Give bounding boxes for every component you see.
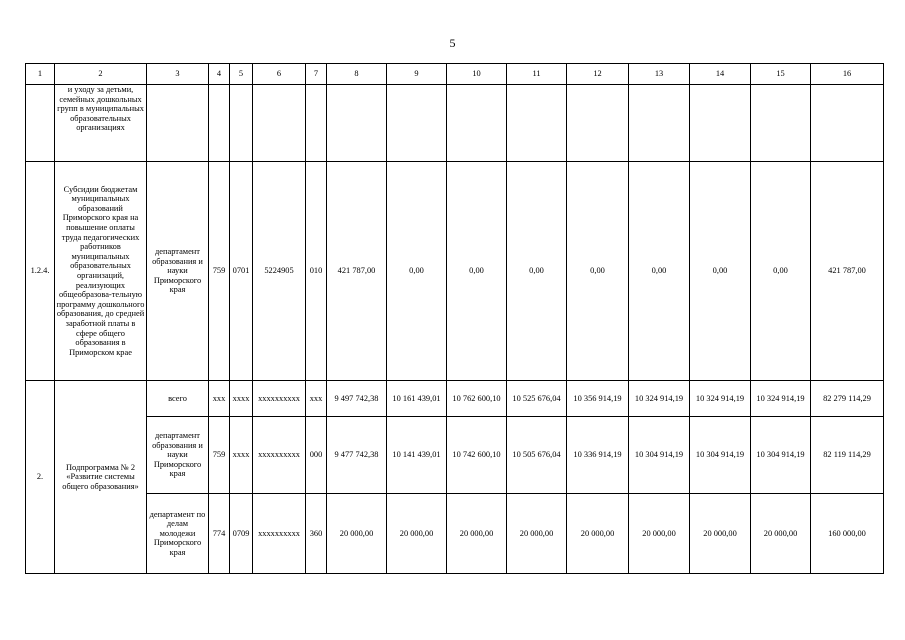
value-cell	[507, 85, 567, 162]
cell-grbs: 759	[209, 162, 230, 381]
cell-grbs: 759	[209, 417, 230, 494]
value-cell: 82 279 114,29	[811, 381, 884, 417]
value-cell: 20 000,00	[507, 494, 567, 574]
value-cell: 20 000,00	[447, 494, 507, 574]
row-agency: департамент образования и науки Приморского края	[147, 162, 209, 381]
row-agency: департамент по делам молодежи Приморского края	[147, 494, 209, 574]
value-cell: 10 304 914,19	[690, 417, 751, 494]
row-name: и уходу за детьми, семейных дошкольных групп в муниципальных образовательных организациях	[55, 85, 147, 162]
row-number: 2.	[26, 381, 55, 574]
header-row	[26, 64, 884, 85]
table-row	[26, 162, 884, 381]
value-cell	[447, 85, 507, 162]
table-row	[26, 85, 884, 162]
value-cell: 10 304 914,19	[751, 417, 811, 494]
value-cell	[690, 85, 751, 162]
cell-article: xxxxxxxxxx	[253, 494, 306, 574]
column-header: 9	[387, 64, 447, 85]
value-cell: 10 161 439,01	[387, 381, 447, 417]
column-header: 3	[147, 64, 209, 85]
value-cell: 0,00	[447, 162, 507, 381]
value-cell	[751, 85, 811, 162]
row-agency: департамент образования и науки Приморского края	[147, 417, 209, 494]
cell-type	[306, 85, 327, 162]
row-agency: всего	[147, 381, 209, 417]
value-cell: 10 324 914,19	[629, 381, 690, 417]
cell-section	[230, 85, 253, 162]
cell-section: 0709	[230, 494, 253, 574]
value-cell	[567, 85, 629, 162]
value-cell: 20 000,00	[567, 494, 629, 574]
value-cell: 82 119 114,29	[811, 417, 884, 494]
column-header: 12	[567, 64, 629, 85]
column-header: 16	[811, 64, 884, 85]
value-cell: 10 324 914,19	[690, 381, 751, 417]
value-cell: 10 762 600,10	[447, 381, 507, 417]
row-agency	[147, 85, 209, 162]
cell-grbs: xxx	[209, 381, 230, 417]
value-cell: 10 324 914,19	[751, 381, 811, 417]
value-cell: 160 000,00	[811, 494, 884, 574]
row-name: Субсидии бюджетам муниципальных образований Приморского края на повышение оплаты труда педагогических работников муниципальных образовательных организаций, реализующих общеобразова-тельную программу дошкольного образования, до средней заработной платы в сфере общего образования в Приморском крае	[55, 162, 147, 381]
column-header: 6	[253, 64, 306, 85]
column-header: 14	[690, 64, 751, 85]
value-cell: 20 000,00	[629, 494, 690, 574]
page-number: 5	[449, 36, 456, 50]
cell-section: xxxx	[230, 417, 253, 494]
column-header: 10	[447, 64, 507, 85]
value-cell: 20 000,00	[751, 494, 811, 574]
value-cell: 10 336 914,19	[567, 417, 629, 494]
column-header: 7	[306, 64, 327, 85]
value-cell: 20 000,00	[327, 494, 387, 574]
value-cell: 10 356 914,19	[567, 381, 629, 417]
value-cell: 10 525 676,04	[507, 381, 567, 417]
cell-type: xxx	[306, 381, 327, 417]
cell-type: 010	[306, 162, 327, 381]
value-cell: 0,00	[751, 162, 811, 381]
value-cell: 20 000,00	[690, 494, 751, 574]
cell-article: xxxxxxxxxx	[253, 381, 306, 417]
cell-article	[253, 85, 306, 162]
cell-article: xxxxxxxxxx	[253, 417, 306, 494]
cell-type: 360	[306, 494, 327, 574]
column-header: 5	[230, 64, 253, 85]
value-cell: 9 477 742,38	[327, 417, 387, 494]
table-row	[26, 417, 884, 494]
value-cell: 9 497 742,38	[327, 381, 387, 417]
value-cell: 421 787,00	[327, 162, 387, 381]
cell-type: 000	[306, 417, 327, 494]
value-cell	[387, 85, 447, 162]
column-header: 13	[629, 64, 690, 85]
cell-section: xxxx	[230, 381, 253, 417]
value-cell	[811, 85, 884, 162]
column-header: 2	[55, 64, 147, 85]
value-cell: 0,00	[567, 162, 629, 381]
row-number: 1.2.4.	[26, 162, 55, 381]
value-cell	[327, 85, 387, 162]
value-cell	[629, 85, 690, 162]
value-cell: 0,00	[507, 162, 567, 381]
column-header: 15	[751, 64, 811, 85]
value-cell: 0,00	[629, 162, 690, 381]
budget-table	[25, 63, 884, 574]
table-row	[26, 381, 884, 417]
cell-section: 0701	[230, 162, 253, 381]
column-header: 1	[26, 64, 55, 85]
column-header: 11	[507, 64, 567, 85]
value-cell: 10 505 676,04	[507, 417, 567, 494]
value-cell: 10 141 439,01	[387, 417, 447, 494]
table-row	[26, 494, 884, 574]
row-number	[26, 85, 55, 162]
value-cell: 0,00	[387, 162, 447, 381]
column-header: 4	[209, 64, 230, 85]
value-cell: 421 787,00	[811, 162, 884, 381]
value-cell: 0,00	[690, 162, 751, 381]
value-cell: 20 000,00	[387, 494, 447, 574]
value-cell: 10 304 914,19	[629, 417, 690, 494]
row-name: Подпрограмма № 2 «Развитие системы общего образования»	[55, 381, 147, 574]
cell-article: 5224905	[253, 162, 306, 381]
cell-grbs	[209, 85, 230, 162]
cell-grbs: 774	[209, 494, 230, 574]
value-cell: 10 742 600,10	[447, 417, 507, 494]
column-header: 8	[327, 64, 387, 85]
